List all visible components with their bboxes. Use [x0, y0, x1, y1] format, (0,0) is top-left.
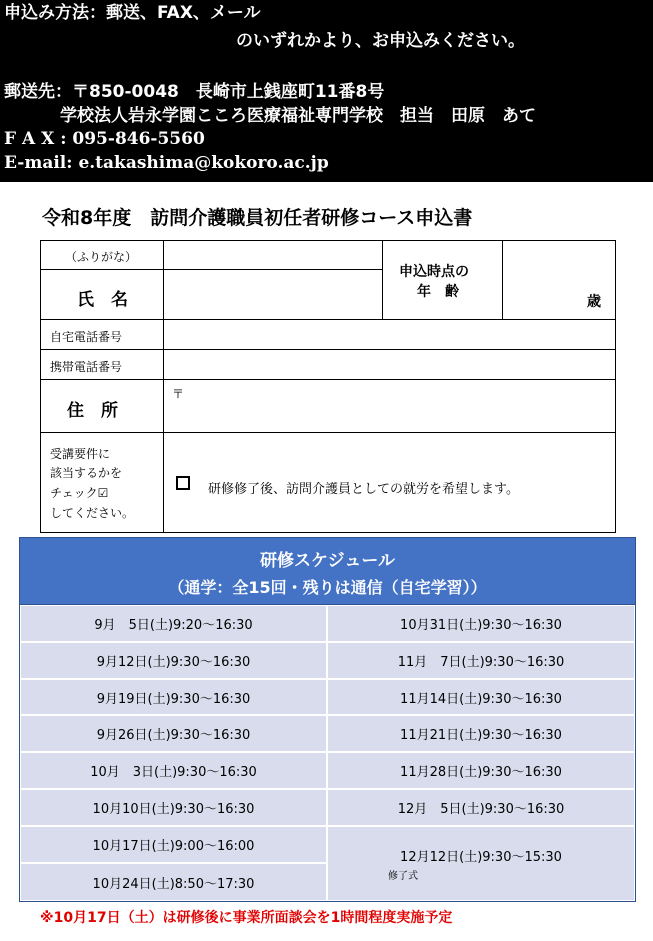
email-address: E-mail: e.takashima@kokoro.ac.jp	[4, 153, 329, 173]
schedule-header	[19, 537, 636, 605]
mobile-phone-label-cell	[40, 349, 164, 380]
schedule-slot-left-2: 9月12日(土)9:30～16:30	[20, 642, 327, 679]
name-field[interactable]	[163, 269, 383, 320]
mobile-phone-field[interactable]	[163, 349, 616, 380]
schedule-slot-right-7-date: 12月12日(土)9:30～15:30	[400, 849, 562, 865]
name-label: 氏 名	[77, 290, 128, 310]
schedule-slot-right-1: 10月31日(土)9:30～16:30	[327, 605, 635, 642]
address-label-cell	[40, 379, 164, 433]
mobile-phone-label: 携帯電話番号	[50, 360, 123, 374]
furigana-field[interactable]	[163, 240, 383, 270]
requirement-label-3: チェック☑	[50, 486, 109, 500]
address-field[interactable]	[163, 379, 616, 433]
schedule-title: 研修スケジュール	[260, 551, 395, 571]
requirement-label-2: 該当するかを	[50, 466, 123, 480]
address-label: 住 所	[67, 401, 118, 421]
schedule-slot-right-7	[327, 826, 635, 901]
footer-note: ※10月17日（土）は研修後に事業所面談会を1時間程度実施予定	[40, 910, 453, 926]
schedule-slot-left-5: 10月 3日(土)9:30～16:30	[20, 752, 327, 789]
schedule-slot-right-5: 11月28日(土)9:30～16:30	[327, 752, 635, 789]
furigana-label: （ふりがな）	[65, 250, 138, 264]
home-phone-field[interactable]	[163, 319, 616, 350]
requirement-label-cell	[40, 432, 164, 533]
mailing-address: 郵送先：〒850-0048 長崎市上銭座町11番8号	[4, 82, 385, 102]
furigana-label-cell	[40, 240, 164, 270]
name-label-cell	[40, 269, 164, 320]
completion-ceremony-note: 修了式	[388, 870, 418, 882]
schedule-slot-left-4: 9月26日(土)9:30～16:30	[20, 715, 327, 752]
age-label-cell	[382, 240, 503, 320]
postal-mark: 〒	[172, 387, 185, 401]
form-title: 令和8年度 訪問介護職員初任者研修コース申込書	[42, 207, 473, 229]
fax-number: F A X : 095-846-5560	[4, 129, 205, 149]
age-unit: 歳	[587, 294, 601, 310]
school-contact: 学校法人岩永学園こころ医療福祉専門学校 担当 田原 あて	[60, 106, 536, 126]
application-method-line1: 申込み方法：郵送、FAX、メール	[4, 3, 261, 23]
schedule-slot-right-2: 11月 7日(土)9:30～16:30	[327, 642, 635, 679]
schedule-slot-right-6: 12月 5日(土)9:30～16:30	[327, 789, 635, 826]
home-phone-label-cell	[40, 319, 164, 350]
requirement-checkbox[interactable]	[176, 476, 190, 490]
age-field[interactable]	[502, 240, 616, 320]
requirement-label-1: 受講要件に	[50, 447, 111, 461]
schedule-slot-left-1: 9月 5日(土)9:20～16:30	[20, 605, 327, 642]
schedule-slot-left-8: 10月24日(土)8:50～17:30	[20, 863, 327, 901]
requirement-label-4: してください。	[50, 506, 135, 520]
home-phone-label: 自宅電話番号	[50, 330, 123, 344]
schedule-slot-left-6: 10月10日(土)9:30～16:30	[20, 789, 327, 826]
age-label-1: 申込時点の	[399, 264, 469, 280]
schedule-subtitle: （通学：全15回・残りは通信（自宅学習））	[168, 578, 487, 597]
schedule-slot-left-7: 10月17日(土)9:00～16:00	[20, 826, 327, 863]
age-label-2: 年 齢	[417, 284, 459, 300]
application-method-line2: のいずれかより、お申込みください。	[236, 31, 525, 51]
requirement-text: 研修修了後、訪問介護員としての就労を希望します。	[208, 482, 519, 497]
schedule-slot-right-4: 11月21日(土)9:30～16:30	[327, 715, 635, 752]
contact-header	[0, 0, 653, 182]
schedule-slot-left-3: 9月19日(土)9:30～16:30	[20, 679, 327, 715]
schedule-slot-right-3: 11月14日(土)9:30～16:30	[327, 679, 635, 715]
